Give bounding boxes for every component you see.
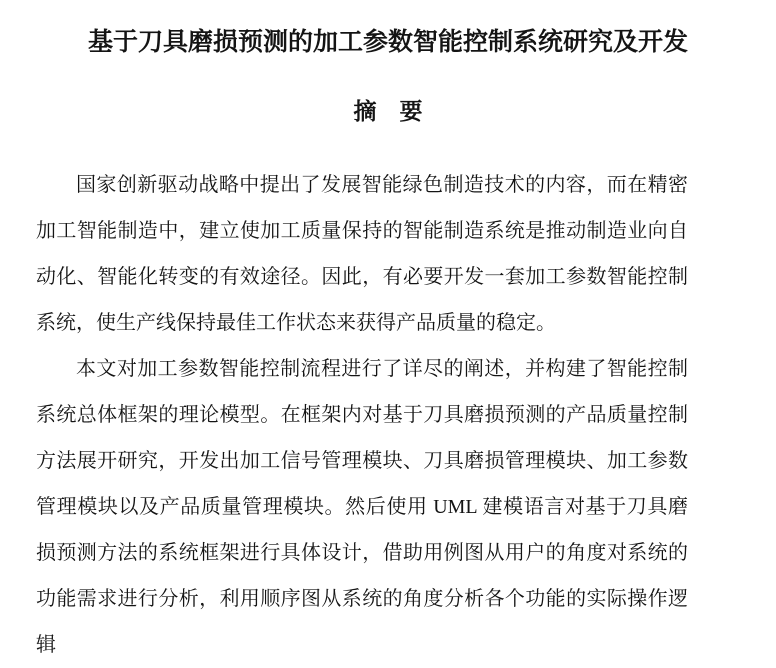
abstract-body — [0, 162, 688, 668]
paragraph: 本文对加工参数智能控制流程进行了详尽的阐述，并构建了智能控制系统总体框架的理论模型。在框架内对基于刀具磨损预测的产品质量控制方法展开研究，开发出加工信号管理模块、刀具磨损管理模块、加工参数管理模块以及产品质量管理模块。然后使用 UML 建模语言对基于刀具磨损预测方法的系统框架进行具体设计，借助用例图从用户的角度对系统的功能需求进行分析，利用顺序图从系统的角度分析各个功能的实际操作逻辑 — [36, 358, 688, 656]
document-title: 基于刀具磨损预测的加工参数智能控制系统研究及开发 — [87, 29, 688, 56]
abstract-heading: 摘 要 — [353, 99, 423, 124]
paragraph: 国家创新驱动战略中提出了发展智能绿色制造技术的内容，而在精密加工智能制造中，建立使加工质量保持的智能制造系统是推动制造业向自动化、智能化转变的有效途径。因此，有必要开发一套加工参数智能控制系统，使生产线保持最佳工作状态来获得产品质量的稳定。 — [36, 174, 688, 334]
